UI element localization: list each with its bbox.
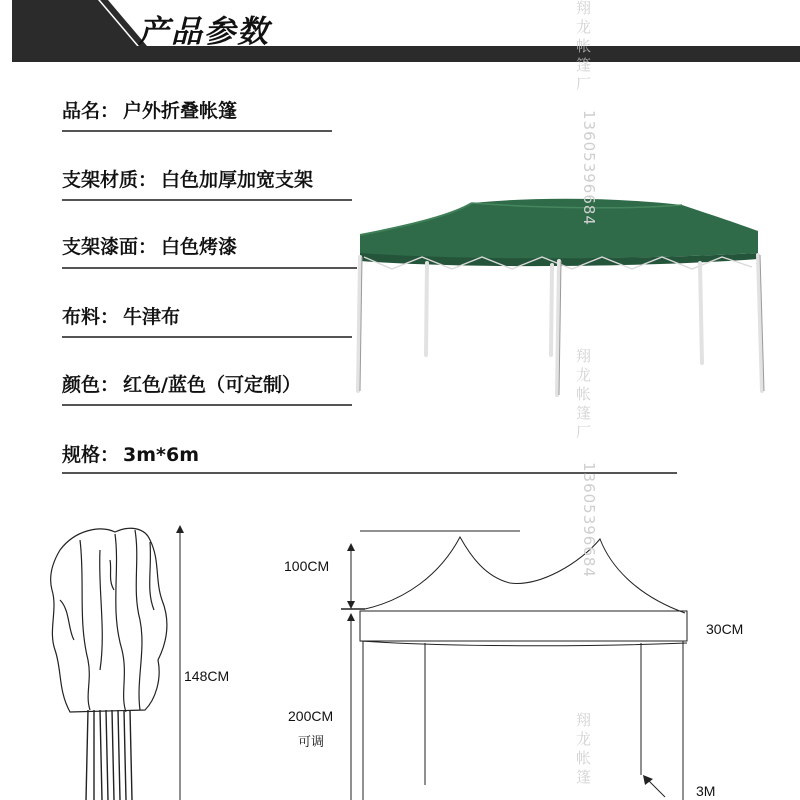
spec-value: 牛津布 [123,306,181,328]
spec-separator: ： [138,169,158,191]
leg-height-label: 200CM [288,708,334,724]
spec-separator: ： [100,100,120,122]
folded-height-label: 148CM [184,668,230,684]
divider [62,199,352,201]
spec-row-color [62,370,301,397]
folded-tent-sketch [40,520,180,800]
watermark-name: 翔龙帐篷厂 [574,0,592,95]
watermark-text [572,712,594,791]
watermark-number: 13605396684 [580,462,598,578]
watermark-name: 翔龙帐篷 [574,712,592,788]
valance-height-label: 30CM [706,621,744,637]
tent-photo [352,195,772,400]
spec-row-name [62,96,237,123]
header-bar [12,0,800,62]
spec-value: 白色烤漆 [161,236,238,258]
spec-label: 支架漆面 [62,236,139,258]
spec-row-size [62,440,199,467]
peak-height-label: 100CM [284,558,330,574]
spec-label: 颜色 [62,374,101,396]
watermark-name: 翔龙帐篷厂 [574,348,592,443]
spec-value: 红色/蓝色（可定制） [123,374,301,396]
spec-row-fabric [62,302,180,329]
watermark-text [572,0,594,98]
divider [62,130,332,132]
folded-height-arrow [172,525,188,800]
leg-adjustable-note: 可调 [298,734,325,749]
width-label: 3M [696,783,716,799]
spec-separator: ： [138,236,158,258]
spec-row-frame-material [62,165,313,192]
spec-label: 布料 [62,306,101,328]
spec-label: 品名 [62,100,101,122]
spec-separator: ： [100,306,120,328]
watermark-text [572,348,594,446]
divider [62,336,352,338]
page-title: 产品参数 [138,14,270,50]
divider [62,267,357,269]
spec-separator: ： [100,374,120,396]
spec-row-finish [62,232,237,259]
spec-value: 户外折叠帐篷 [123,100,238,122]
spec-value: 白色加厚加宽支架 [161,169,314,191]
watermark-number: 13605396684 [580,110,598,226]
tent-elevation-drawing [335,525,695,800]
spec-label: 支架材质 [62,169,139,191]
spec-label: 规格 [62,444,101,466]
divider [62,404,352,406]
spec-separator: ： [100,444,120,466]
spec-value: 3m*6m [123,444,200,466]
